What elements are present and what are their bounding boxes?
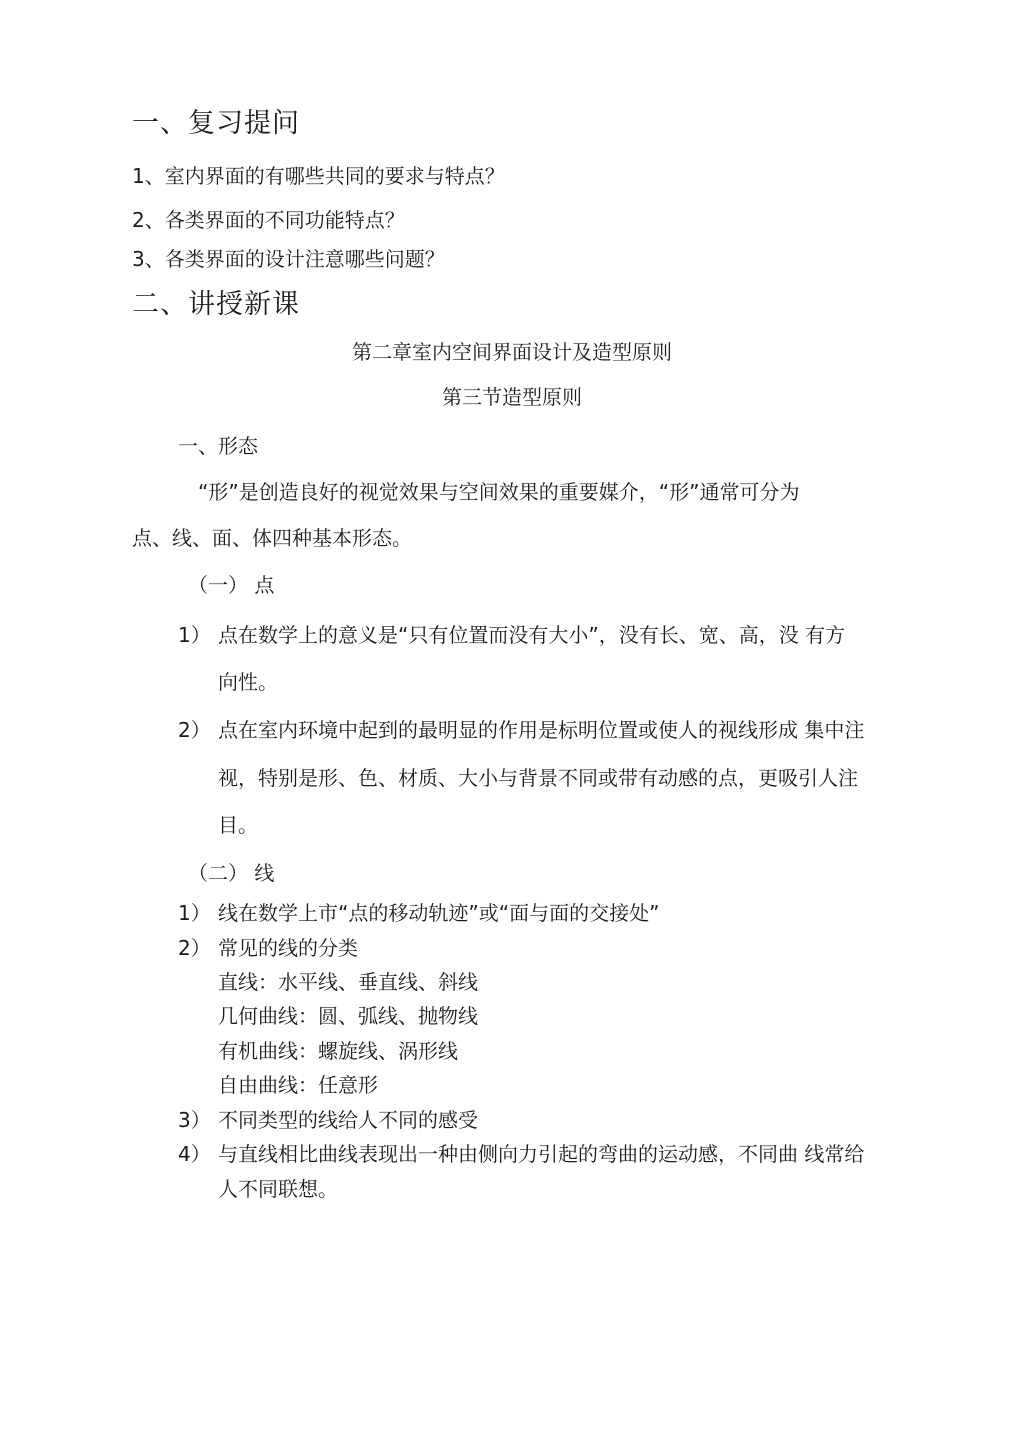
subsection-form: 一、形态 bbox=[178, 434, 258, 458]
section-title: 第三节造型原则 bbox=[442, 385, 582, 409]
line-item-3-num: 3） bbox=[178, 1108, 211, 1132]
chapter-title: 第二章室内空间界面设计及造型原则 bbox=[352, 340, 672, 364]
line-item-4-line-1: 与直线相比曲线表现出一种由侧向力引起的弯曲的运动感，不同曲 线常给 bbox=[218, 1142, 865, 1166]
point-item-1-num: 1） bbox=[178, 623, 211, 647]
line-type-straight: 直线：水平线、垂直线、斜线 bbox=[218, 970, 478, 994]
point-item-1-line-2: 向性。 bbox=[218, 670, 278, 694]
line-type-free: 自由曲线：任意形 bbox=[218, 1073, 378, 1097]
review-question-3: 3、各类界面的设计注意哪些问题？ bbox=[132, 247, 445, 271]
intro-line-2: 点、线、面、体四种基本形态。 bbox=[132, 526, 412, 550]
line-item-2-text: 常见的线的分类 bbox=[218, 936, 358, 960]
line-item-3-text: 不同类型的线给人不同的感受 bbox=[218, 1108, 478, 1132]
review-question-1: 1、室内界面的有哪些共同的要求与特点？ bbox=[132, 164, 505, 188]
line-item-1-text: 线在数学上市“点的移动轨迹”或“面与面的交接处” bbox=[218, 901, 660, 925]
review-heading: 一、复习提问 bbox=[132, 108, 300, 139]
line-item-4-num: 4） bbox=[178, 1142, 211, 1166]
line-item-2-num: 2） bbox=[178, 936, 211, 960]
point-item-1-line-1: 点在数学上的意义是“只有位置而没有大小”，没有长、宽、高，没 有方 bbox=[218, 623, 846, 647]
intro-line-1: “形”是创造良好的视觉效果与空间效果的重要媒介，“形”通常可分为 bbox=[198, 480, 800, 504]
new-lesson-heading: 二、讲授新课 bbox=[132, 289, 300, 320]
point-item-2-num: 2） bbox=[178, 718, 211, 742]
point-heading: （一） 点 bbox=[188, 573, 275, 597]
line-item-1-num: 1） bbox=[178, 901, 211, 925]
line-type-organic: 有机曲线：螺旋线、涡形线 bbox=[218, 1039, 458, 1063]
review-question-2: 2、各类界面的不同功能特点？ bbox=[132, 208, 405, 232]
point-item-2-line-2: 视，特别是形、色、材质、大小与背景不同或带有动感的点，更吸引人注 bbox=[218, 766, 858, 790]
line-type-geometric: 几何曲线：圆、弧线、抛物线 bbox=[218, 1004, 478, 1028]
line-heading: （二） 线 bbox=[188, 861, 275, 885]
point-item-2-line-1: 点在室内环境中起到的最明显的作用是标明位置或使人的视线形成 集中注 bbox=[218, 718, 865, 742]
point-item-2-line-3: 目。 bbox=[218, 813, 258, 837]
line-item-4-line-2: 人不同联想。 bbox=[218, 1177, 338, 1201]
